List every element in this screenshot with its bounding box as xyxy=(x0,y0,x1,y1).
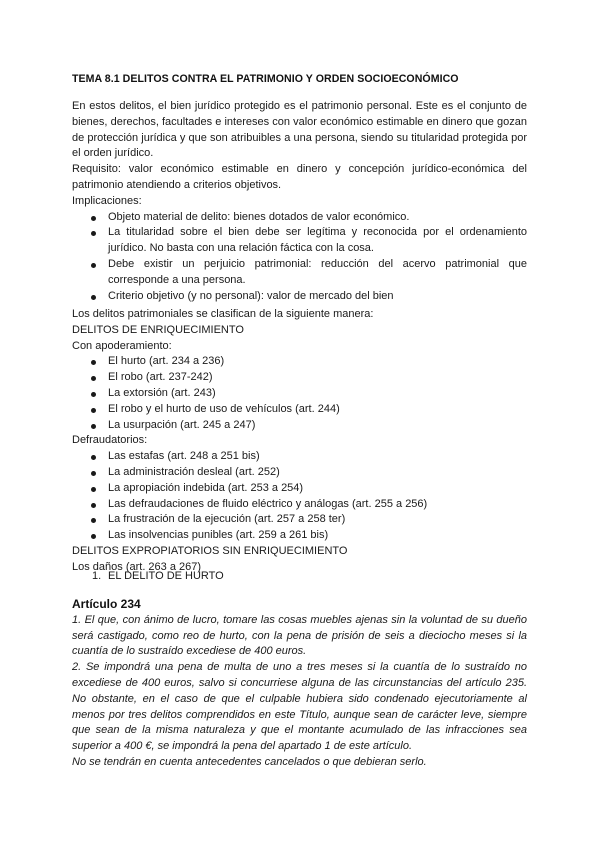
clasificacion-section xyxy=(72,307,527,576)
list-item: Las estafas (art. 248 a 251 bis) xyxy=(72,449,527,465)
list-item: La apropiación indebida (art. 253 a 254) xyxy=(72,481,527,497)
requisito-paragraph: Requisito: valor económico estimable en dinero y concepción jurídico-económica del patrimonio atendiendo a criterios objetivos. xyxy=(72,163,527,191)
document-title: TEMA 8.1 DELITOS CONTRA EL PATRIMONIO Y ORDEN SOCIOECONÓMICO xyxy=(72,73,459,85)
danos-line: Los daños (art. 263 a 267) xyxy=(72,560,202,573)
bullet-icon xyxy=(91,376,96,381)
list-item: La extorsión (art. 243) xyxy=(72,386,527,402)
list-item: La usurpación (art. 245 a 247) xyxy=(72,418,527,434)
list-item: Debe existir un perjuicio patrimonial: reducción del acervo patrimonial que corresponde a una persona. xyxy=(72,257,527,289)
apoderamiento-list xyxy=(72,354,527,433)
list-item: Las insolvencias punibles (art. 259 a 261 bis) xyxy=(72,528,527,544)
articulo-paragraph-2: 2. Se impondrá una pena de multa de uno a tres meses si la cuantía de lo sustraído no excediese de 400 euros, salvo si concurriese alguna de las circunstancias del artículo 235. No obstante, en el caso de que el culpable hubiera sido condenado ejecutoriamente al menos por tres delitos comprendidos en este Título, aunque sean de carácter leve, siempre que sean de la misma naturaleza y que el montante acumulado de las infracciones sea superior a 400 €, se impondrá la pena del apartado 1 de este artículo. xyxy=(72,661,527,753)
section-number: 1. xyxy=(92,570,102,582)
bullet-icon xyxy=(91,408,96,413)
defraudatorios-list xyxy=(72,449,527,544)
articulo-234 xyxy=(72,597,527,771)
bullet-icon xyxy=(91,231,96,236)
list-item: Objeto material de delito: bienes dotados de valor económico. xyxy=(72,210,527,226)
articulo-paragraph-3: No se tendrán en cuenta antecedentes cancelados o que debieran serlo. xyxy=(72,755,427,768)
numbered-heading xyxy=(72,569,527,585)
defraudatorios-label: Defraudatorios: xyxy=(72,434,148,447)
list-item: La administración desleal (art. 252) xyxy=(72,465,527,481)
bullet-icon xyxy=(91,424,96,429)
apoderamiento-label: Con apoderamiento: xyxy=(72,339,172,352)
bullet-icon xyxy=(91,503,96,508)
articulo-paragraph-1: 1. El que, con ánimo de lucro, tomare las cosas muebles ajenas sin la voluntad de su dueño será castigado, como reo de hurto, con la pena de prisión de seis a dieciocho meses si la cuantía de lo sustraído excediese de 400 euros. xyxy=(72,613,527,658)
bullet-icon xyxy=(91,471,96,476)
intro-section xyxy=(72,99,527,304)
articulo-title: Artículo 234 xyxy=(72,597,141,611)
expropiatorios-heading: DELITOS EXPROPIATORIOS SIN ENRIQUECIMIENTO xyxy=(72,544,348,557)
bullet-icon xyxy=(91,534,96,539)
bullet-icon xyxy=(91,392,96,397)
list-item: La titularidad sobre el bien debe ser legítima y reconocida por el ordenamiento jurídico. No basta con una relación fáctica con la cosa. xyxy=(72,225,527,257)
implicaciones-label: Implicaciones: xyxy=(72,194,142,207)
list-item: La frustración de la ejecución (art. 257 a 258 ter) xyxy=(72,512,527,528)
implicaciones-list xyxy=(72,210,527,305)
enriquecimiento-heading: DELITOS DE ENRIQUECIMIENTO xyxy=(72,323,244,336)
section-title: EL DELITO DE HURTO xyxy=(108,570,224,582)
bullet-icon xyxy=(91,455,96,460)
bullet-icon xyxy=(91,487,96,492)
list-item: El robo (art. 237-242) xyxy=(72,370,527,386)
bullet-icon xyxy=(91,216,96,221)
intro-paragraph: En estos delitos, el bien jurídico protegido es el patrimonio personal. Este es el conjunto de bienes, derechos, facultades e intereses con valor económico estimable en dinero que gozan de protección jurídica y que son atribuibles a una persona, siendo su titularidad protegida por el orden jurídico. xyxy=(72,100,527,160)
bullet-icon xyxy=(91,263,96,268)
list-item: El hurto (art. 234 a 236) xyxy=(72,354,527,370)
section-heading xyxy=(72,569,527,585)
bullet-icon xyxy=(91,295,96,300)
clasificacion-lead: Los delitos patrimoniales se clasifican de la siguiente manera: xyxy=(72,308,374,320)
bullet-icon xyxy=(91,518,96,523)
list-item: Las defraudaciones de fluido eléctrico y análogas (art. 255 a 256) xyxy=(72,497,527,513)
bullet-icon xyxy=(91,360,96,365)
list-item: Criterio objetivo (y no personal): valor de mercado del bien xyxy=(72,289,527,305)
list-item: El robo y el hurto de uso de vehículos (art. 244) xyxy=(72,402,527,418)
